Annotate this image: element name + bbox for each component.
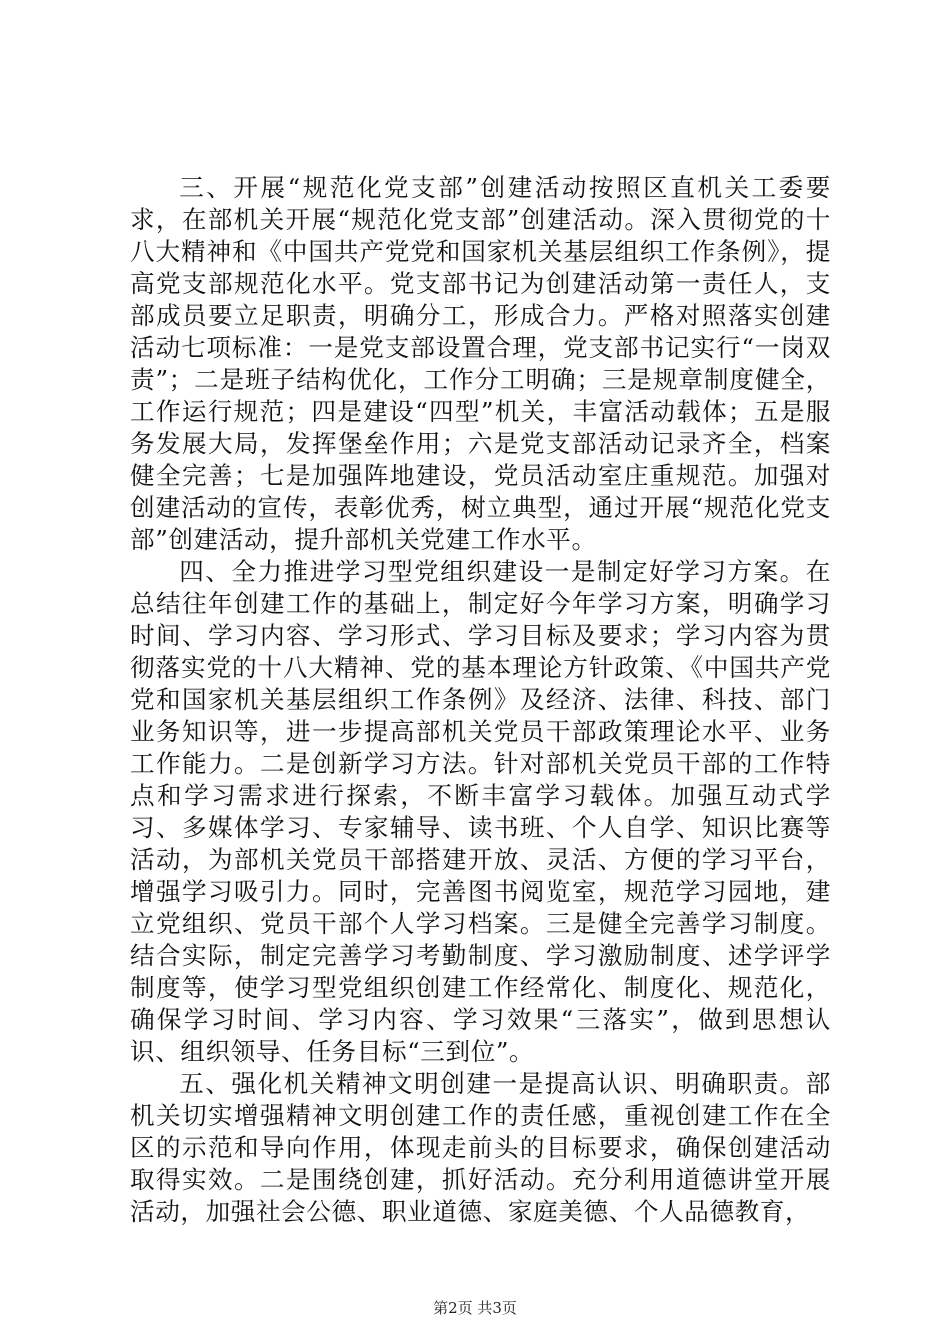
page-number-footer: 第2页 共3页 [433,1299,517,1317]
paragraph-section-3: 三、开展“规范化党支部”创建活动按照区直机关工委要求，在部机关开展“规范化党支部”创建活动。深入贯彻党的十八大精神和《中国共产党党和国家机关基层组织工作条例》，提高党支部规范化水平。党支部书记为创建活动第一责任人，支部成员要立足职责，明确分工，形成合力。严格对照落实创建活动七项标准：一是党支部设置合理，党支部书记实行“一岗双责”；二是班子结构优化，工作分工明确；三是规章制度健全，工作运行规范；四是建设“四型”机关，丰富活动载体；五是服务发展大局，发挥堡垒作用；六是党支部活动记录齐全，档案健全完善；七是加强阵地建设，党员活动室庄重规范。加强对创建活动的宣传，表彰优秀，树立典型，通过开展“规范化党支部”创建活动，提升部机关党建工作水平。 [130,173,831,554]
paragraph-section-4: 四、全力推进学习型党组织建设一是制定好学习方案。在总结往年创建工作的基础上，制定好今年学习方案，明确学习时间、学习内容、学习形式、学习目标及要求；学习内容为贯彻落实党的十八大精神、党的基本理论方针政策、《中国共产党党和国家机关基层组织工作条例》及经济、法律、科技、部门业务知识等，进一步提高部机关党员干部政策理论水平、业务工作能力。二是创新学习方法。针对部机关党员干部的工作特点和学习需求进行探索，不断丰富学习载体。加强互动式学习、多媒体学习、专家辅导、读书班、个人自学、知识比赛等活动，为部机关党员干部搭建开放、灵活、方便的学习平台，增强学习吸引力。同时，完善图书阅览室，规范学习园地，建立党组织、党员干部个人学习档案。三是健全完善学习制度。结合实际，制定完善学习考勤制度、学习激励制度、述学评学制度等，使学习型党组织创建工作经常化、制度化、规范化，确保学习时间、学习内容、学习效果“三落实”，做到思想认识、组织领导、任务目标“三到位”。 [130,557,831,1066]
paragraph-section-5: 五、强化机关精神文明创建一是提高认识、明确职责。部机关切实增强精神文明创建工作的责任感，重视创建工作在全区的示范和导向作用，体现走前头的目标要求，确保创建活动取得实效。二是围绕创建，抓好活动。充分利用道德讲堂开展活动，加强社会公德、职业道德、家庭美德、个人品德教育， [130,1069,831,1226]
document-body [130,172,831,1228]
